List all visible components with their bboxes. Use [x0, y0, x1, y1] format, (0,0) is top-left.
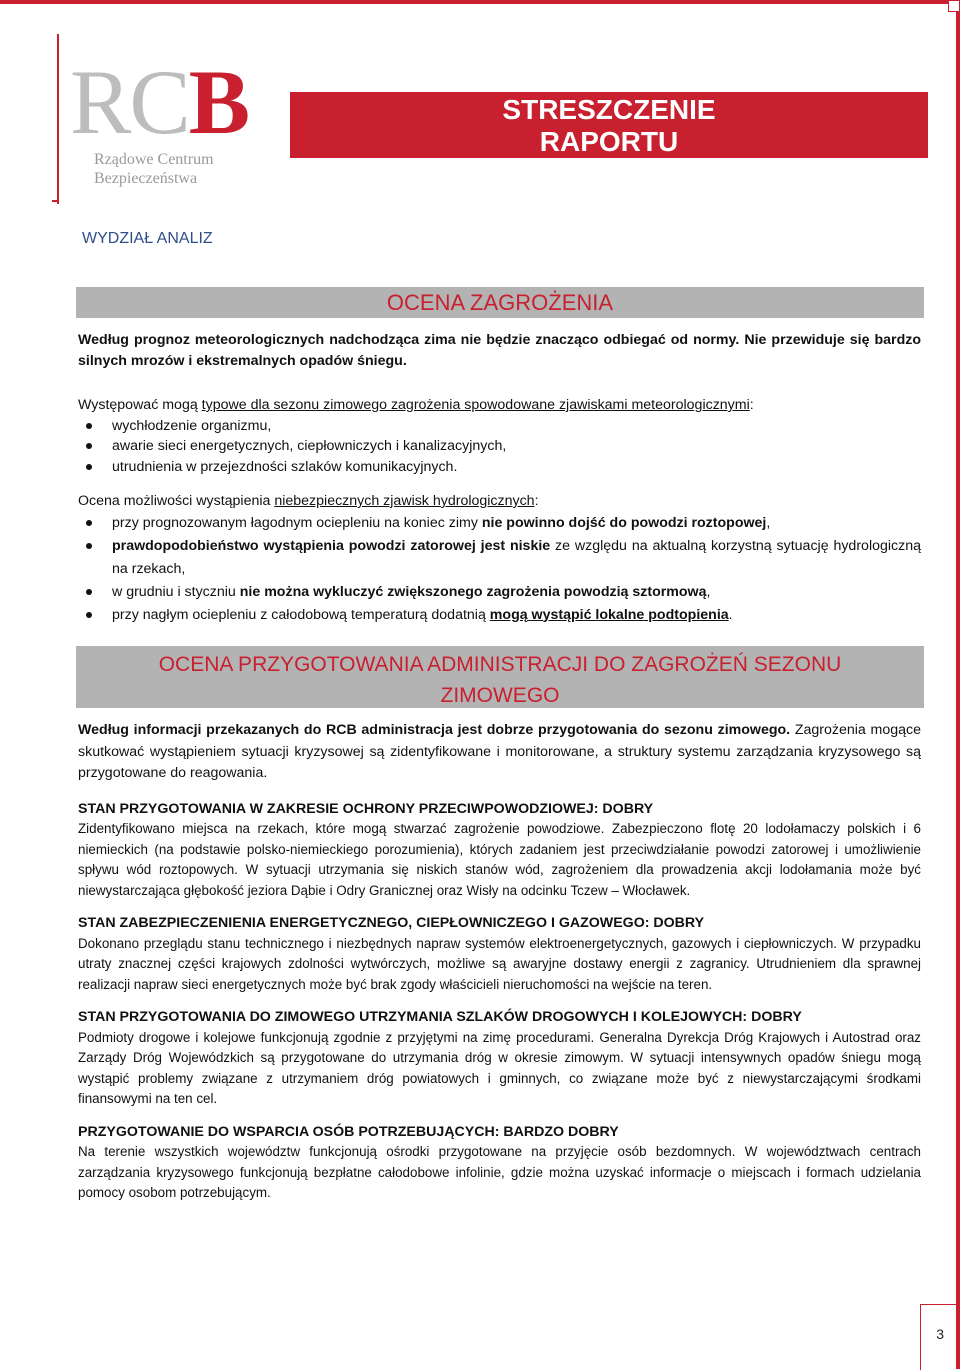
roads-paragraph: Podmioty drogowe i kolejowe funkcjonują zgodnie z przyjętymi na zimę procedurami. Generalna Dyrekcja Dróg Krajowych i Autostrad oraz Zarządy Dróg Wojewódzkich są przygotowane do utrzymania dróg w okresie zimowym. W sytuacji intensywnych opadów śniegu mogą wystąpić problemy związane z utrzymaniem dróg powiatowych i gminnych, co związane może być z niewystarczającymi środkami finansowymi na ten cel. — [78, 1029, 921, 1106]
energy-heading: STAN ZABEZPIECZENIENIA ENERGETYCZNEGO, CIEPŁOWNICZEGO I GAZOWEGO: DOBRY — [78, 915, 705, 931]
support-paragraph: Na terenie wszystkich województw funkcjonują ośrodki przygotowane na przyjęcie osób bezdomnych. W województwach centrach zarządzania kryzysowego funkcjonują bezpłatne całodobowe infolinie, gdzie można uzyskać informacje o miejscach i formach udzielania pomocy osobom potrzebującym. — [78, 1144, 921, 1200]
energy-paragraph: Dokonano przeglądu stanu technicznego i niezbędnych napraw systemów elektroenergetycznych, gazowych i ciepłowniczych. W przypadku utraty znacznej części krajowych zdolności wytwórczych, możliwe są awaryjne dostawy energii z zagranicy. Utrudnieniem dla sprawnej realizacji napraw sieci energetycznych może być brak zgody właścicieli nieruchomości na wejście na teren. — [78, 935, 921, 992]
list-item: w grudniu i styczniu nie można wykluczyć zwiększonego zagrożenia powodzią sztormową, — [78, 581, 921, 604]
section-title-threat: OCENA ZAGROŻENIA — [76, 287, 924, 318]
corner-box — [948, 0, 960, 12]
list-item: przy nagłym ociepleniu z całodobową temperaturą dodatnią mogą wystąpić lokalne podtopienia. — [78, 604, 921, 627]
page-number: 3 — [936, 1326, 944, 1342]
hydro-lead: Ocena możliwości wystąpienia niebezpiecznych zjawisk hydrologicznych: — [78, 493, 539, 509]
logo-subtitle: Rządowe Centrum Bezpieczeństwa — [94, 151, 214, 187]
roads-heading: STAN PRZYGOTOWANIA DO ZIMOWEGO UTRZYMANIA SZLAKÓW DROGOWYCH I KOLEJOWYCH: DOBRY — [78, 1009, 802, 1025]
threat-weather-lead: Występować mogą typowe dla sezonu zimowego zagrożenia spowodowane zjawiskami meteorologicznymi: — [78, 397, 754, 413]
weather-threat-list — [78, 416, 921, 478]
section-title-preparedness: OCENA PRZYGOTOWANIA ADMINISTRACJI DO ZAGROŻEŃ SEZONU ZIMOWEGO — [76, 646, 924, 708]
support-heading: PRZYGOTOWANIE DO WSPARCIA OSÓB POTRZEBUJĄCYCH: BARDZO DOBRY — [78, 1123, 619, 1140]
hydro-threat-list — [78, 512, 921, 627]
preparedness-intro: Według informacji przekazanych do RCB administracja jest dobrze przygotowania do sezonu zimowego. Zagrożenia mogące skutkować wystąpieniem sytuacji kryzysowej są zidentyfikowane i monitorowane, a struktury systemu zarządzania kryzysowego są przygotowane do reagowania. — [78, 722, 921, 781]
section-preparedness-body — [78, 720, 921, 1204]
top-border — [0, 0, 959, 4]
logo-divider — [57, 34, 59, 204]
logo-letters: RCB — [70, 51, 249, 153]
rcb-logo — [70, 51, 250, 188]
list-item: prawdopodobieństwo wystąpienia powodzi zatorowej jest niskie ze względu na aktualną korzystną sytuację hydrologiczną na rzekach, — [78, 535, 921, 581]
banner-line2: RAPORTU — [539, 126, 679, 157]
banner-line1: STRESZCZENIE — [502, 94, 716, 125]
flood-paragraph: Zidentyfikowano miejsca na rzekach, które mogą stwarzać zagrożenie powodziowe. Zabezpieczono flotę 20 lodołamaczy polskich i 6 niemieckich (na podstawie polsko-niemieckiego porozumienia), których zadaniem jest przeciwdziałanie powodzi zatorowej i umożliwienie spływu wód roztopowych. W sytuacji utrzymania się niskich stanów wód, zagrożeniem dla prowadzenia akcji lodołamania może być niewystarczająca głębokość jeziora Dąbie i Odry Granicznej oraz Wisły na odcinku Tczew – Włocławek. — [78, 821, 921, 898]
department-label: WYDZIAŁ ANALIZ — [82, 230, 213, 247]
list-item: awarie sieci energetycznych, ciepłowniczych i kanalizacyjnych, — [78, 436, 921, 457]
list-item: wychłodzenie organizmu, — [78, 416, 921, 437]
flood-heading: STAN PRZYGOTOWANIA W ZAKRESIE OCHRONY PRZECIWPOWODZIOWEJ: DOBRY — [78, 800, 654, 817]
right-border — [956, 0, 960, 1369]
list-item: przy prognozowanym łagodnym ociepleniu na koniec zimy nie powinno dojść do powodzi roztopowej, — [78, 512, 921, 535]
threat-intro: Według prognoz meteorologicznych nadchodząca zima nie będzie znacząco odbiegać od normy. Nie przewiduje się bardzo silnych mrozów i ekstremalnych opadów śniegu. — [78, 332, 921, 369]
logo-divider-tick — [52, 200, 59, 202]
section-threat-body — [78, 330, 921, 627]
list-item: utrudnienia w przejezdności szlaków komunikacyjnych. — [78, 457, 921, 478]
report-banner — [290, 92, 928, 158]
